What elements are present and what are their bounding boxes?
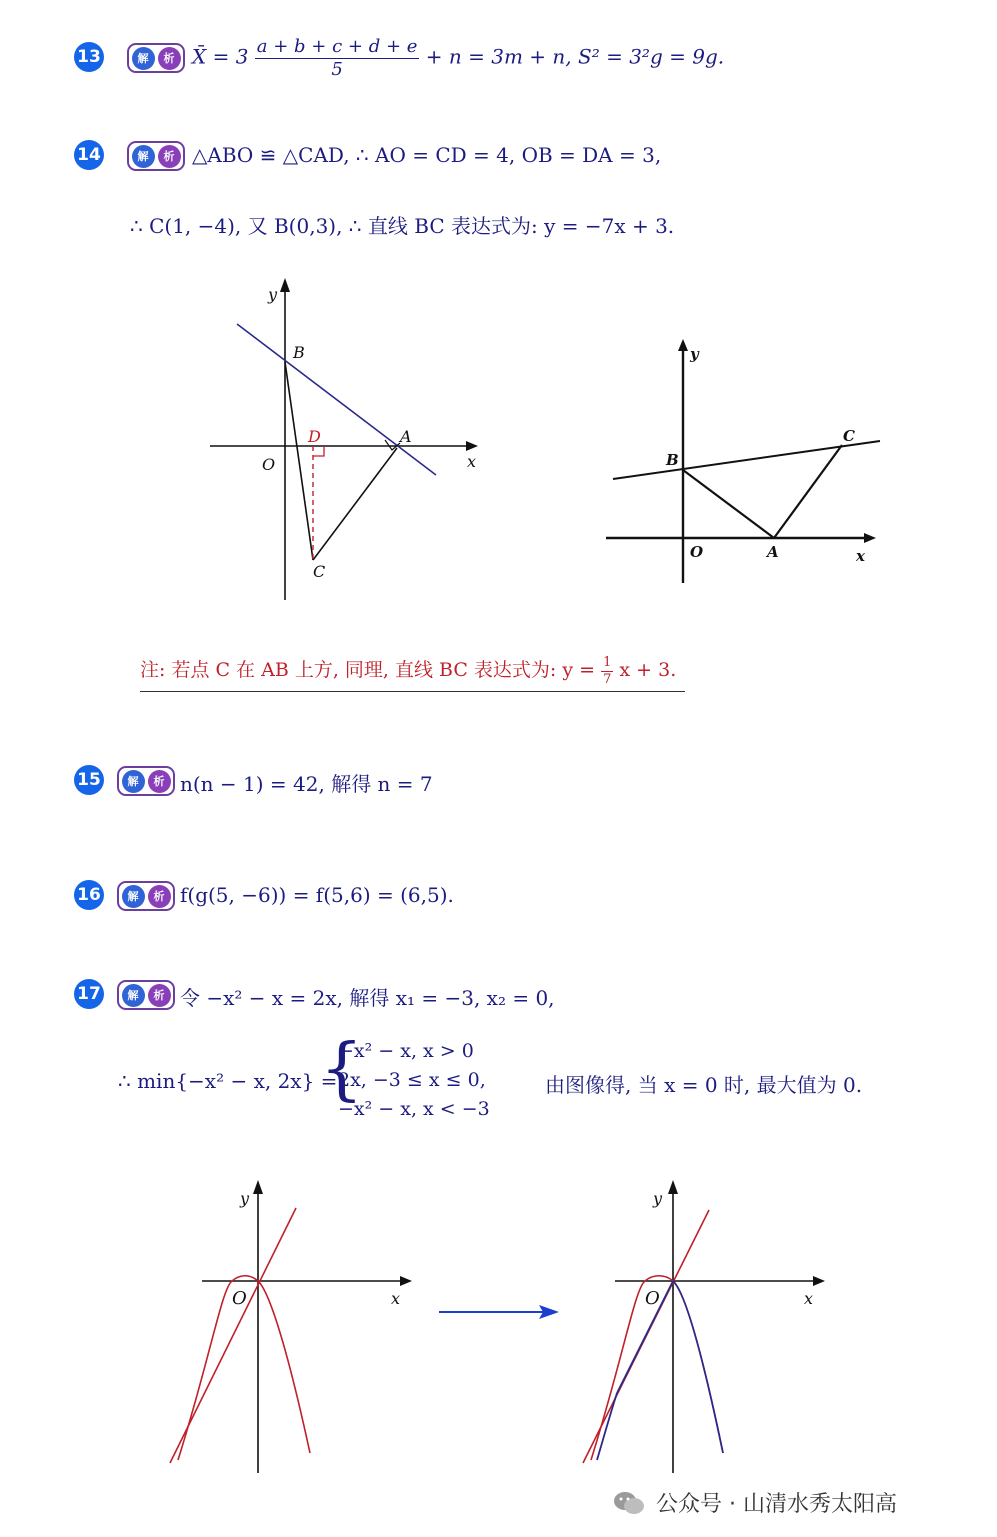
problem-13-badge: 13 (74, 42, 104, 72)
problem-14-badge: 14 (74, 140, 104, 170)
note-text (140, 655, 676, 687)
fig4-label-y: y (653, 1189, 663, 1208)
problem-15-badge: 15 (74, 765, 104, 795)
fig2-label-O: O (690, 543, 704, 561)
transform-arrow (435, 1300, 565, 1324)
p13-post: + n = 3m + n, S² = 3²g = 9g. (425, 44, 725, 69)
fig2-label-x: x (856, 547, 865, 565)
analysis-tag (117, 881, 175, 911)
tag-char-1: 解 (122, 885, 145, 908)
problem-13-text (192, 36, 724, 80)
fig2-label-y: y (690, 345, 699, 363)
p13-frac-top: a + b + c + d + e (256, 36, 418, 57)
note-frac-bot: 7 (603, 671, 612, 687)
tag-char-1: 解 (132, 145, 155, 168)
footer-watermark (612, 1487, 897, 1518)
figure-17-left (160, 1178, 420, 1478)
tag-char-1: 解 (132, 47, 155, 70)
footer-text: 公众号 · 山清水秀太阳高 (656, 1492, 897, 1517)
p13-frac-bot: 5 (331, 58, 343, 80)
problem-15-text: n(n − 1) = 42, 解得 n = 7 (180, 772, 433, 796)
fig4-label-x: x (804, 1289, 814, 1308)
case-1: −x² − x, x > 0 (338, 1040, 474, 1062)
p13-pre: X̄ = 3 (192, 44, 249, 69)
analysis-tag (127, 141, 185, 171)
figure-14-right (600, 335, 890, 585)
note-pre: 注: 若点 C 在 AB 上方, 同理, 直线 BC 表达式为: y = (140, 659, 596, 682)
tag-char-1: 解 (122, 984, 145, 1007)
problem-16-badge: 16 (74, 880, 104, 910)
fig3-label-O: O (232, 1288, 247, 1309)
fig1-label-x: x (467, 452, 477, 471)
fig1-label-y: y (268, 285, 278, 304)
tag-char-2: 析 (158, 47, 181, 70)
figure-14-left (200, 270, 500, 610)
fig4-label-O: O (645, 1288, 660, 1309)
tag-char-1: 解 (122, 770, 145, 793)
problem-17-suffix: 由图像得, 当 x = 0 时, 最大值为 0. (545, 1073, 863, 1097)
fig1-label-D: D (308, 427, 321, 446)
fig2-label-B: B (666, 451, 679, 469)
tag-char-2: 析 (148, 770, 171, 793)
tag-char-2: 析 (158, 145, 181, 168)
case-2: 2x, −3 ≤ x ≤ 0, (338, 1069, 486, 1091)
piecewise-brace: { (320, 1030, 364, 1109)
problem-14-line2: ∴ C(1, −4), 又 B(0,3), ∴ 直线 BC 表达式为: y = −7x + 3. (130, 214, 675, 238)
fig1-label-C: C (313, 562, 326, 581)
analysis-tag (117, 766, 175, 796)
note-frac-top: 1 (603, 655, 612, 670)
fig3-label-x: x (391, 1289, 401, 1308)
fig1-label-B: B (293, 343, 305, 362)
analysis-tag (117, 980, 175, 1010)
problem-16-text: f(g(5, −6)) = f(5,6) = (6,5). (180, 883, 454, 907)
wechat-icon (612, 1489, 646, 1517)
analysis-tag (127, 43, 185, 73)
tag-char-2: 析 (148, 885, 171, 908)
fig3-label-y: y (240, 1189, 250, 1208)
fig1-label-A: A (400, 427, 412, 446)
note-underline (140, 691, 685, 692)
fig2-label-C: C (843, 427, 855, 445)
problem-17-prefix: ∴ min{−x² − x, 2x} = (118, 1069, 338, 1093)
fig1-label-O: O (262, 455, 276, 474)
problem-17-badge: 17 (74, 979, 104, 1009)
problem-17-line1: 令 −x² − x = 2x, 解得 x₁ = −3, x₂ = 0, (180, 986, 555, 1010)
case-3: −x² − x, x < −3 (338, 1098, 490, 1120)
tag-char-2: 析 (148, 984, 171, 1007)
figure-17-right (575, 1178, 835, 1478)
problem-14-line1: △ABO ≌ △CAD, ∴ AO = CD = 4, OB = DA = 3, (192, 143, 662, 167)
fig2-label-A: A (767, 543, 779, 561)
note-post: x + 3. (619, 659, 677, 682)
